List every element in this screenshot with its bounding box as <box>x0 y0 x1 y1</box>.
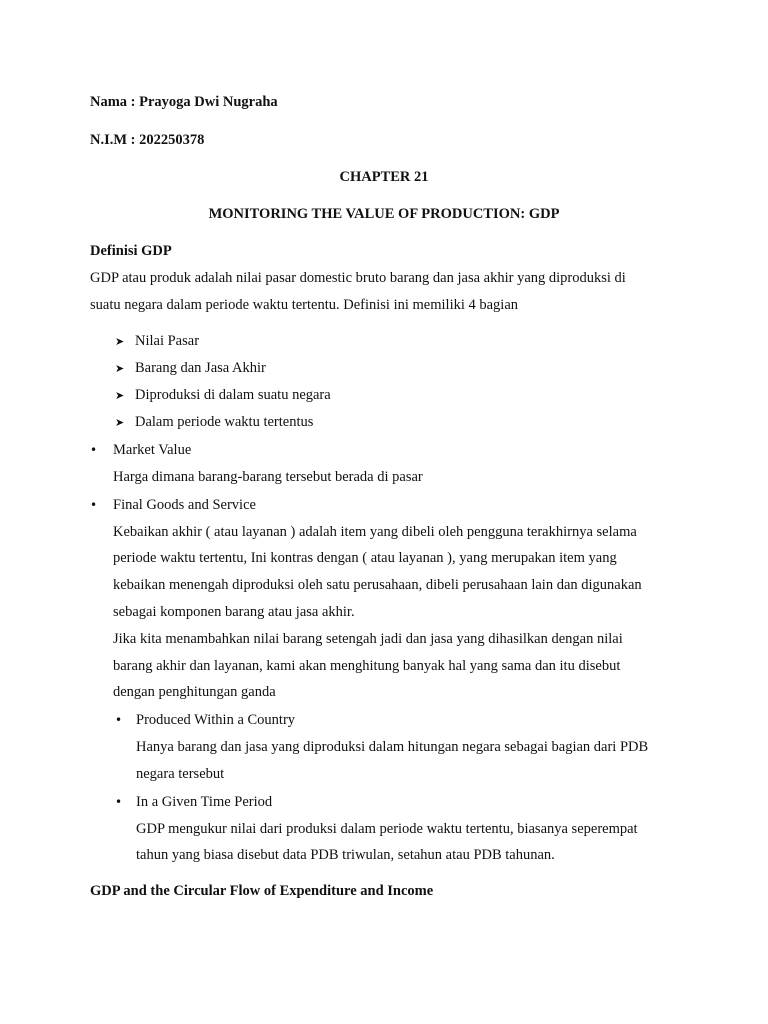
market-value-item: • Market Value <box>90 442 192 458</box>
time-period-text: tahun yang biasa disebut data PDB triwulan, setahun atau PDB tahunan. <box>136 847 555 863</box>
chapter-title: MONITORING THE VALUE OF PRODUCTION: GDP <box>208 206 560 222</box>
final-goods-text: Jika kita menambahkan nilai barang setengah jadi dan jasa yang dihasilkan dengan nilai <box>113 631 623 647</box>
market-value-text: Harga dimana barang-barang tersebut berada di pasar <box>113 469 423 485</box>
definition-part: ➤ Diproduksi di dalam suatu negara <box>115 387 331 403</box>
produced-within-item: • Produced Within a Country <box>115 712 296 728</box>
final-goods-text: dengan penghitungan ganda <box>113 684 276 700</box>
final-goods-text: Kebaikan akhir ( atau layanan ) adalah item yang dibeli oleh pengguna terakhirnya selama <box>113 524 637 540</box>
final-goods-text: periode waktu tertentu, Ini kontras dengan ( atau layanan ), yang merupakan item yang <box>113 550 617 566</box>
chapter-number: CHAPTER 21 <box>339 169 429 185</box>
final-goods-text: sebagai komponen barang atau jasa akhir. <box>113 604 355 620</box>
produced-within-text: Hanya barang dan jasa yang diproduksi dalam hitungan negara sebagai bagian dari PDB <box>136 739 649 755</box>
arrow-bullet-icon: ➤ <box>115 416 125 429</box>
time-period-item: • In a Given Time Period <box>115 794 273 810</box>
bullet-icon: • <box>90 443 98 457</box>
definition-part: ➤ Dalam periode waktu tertentus <box>115 414 314 430</box>
student-name: Nama : Prayoga Dwi Nugraha <box>90 94 278 110</box>
bullet-icon: • <box>115 795 123 809</box>
definition-part: ➤ Nilai Pasar <box>115 333 200 349</box>
definition-heading: Definisi GDP <box>90 243 172 259</box>
bullet-icon: • <box>115 713 123 727</box>
student-nim: N.I.M : 202250378 <box>90 132 205 148</box>
definition-line: GDP atau produk adalah nilai pasar domestic bruto barang dan jasa akhir yang diproduksi di <box>90 270 626 286</box>
final-goods-item: • Final Goods and Service <box>90 497 256 513</box>
definition-line: suatu negara dalam periode waktu tertentu. Definisi ini memiliki 4 bagian <box>90 297 519 313</box>
final-goods-text: barang akhir dan layanan, kami akan menghitung banyak hal yang sama dan itu disebut <box>113 658 621 674</box>
produced-within-text: negara tersebut <box>136 766 225 782</box>
arrow-bullet-icon: ➤ <box>115 362 125 375</box>
time-period-text: GDP mengukur nilai dari produksi dalam periode waktu tertentu, biasanya seperempat <box>136 821 638 837</box>
arrow-bullet-icon: ➤ <box>115 389 125 402</box>
final-goods-text: kebaikan menengah diproduksi oleh satu perusahaan, dibeli perusahaan lain dan digunakan <box>113 577 642 593</box>
definition-part: ➤ Barang dan Jasa Akhir <box>115 360 266 376</box>
section-heading: GDP and the Circular Flow of Expenditure and Income <box>90 883 434 899</box>
bullet-icon: • <box>90 498 98 512</box>
arrow-bullet-icon: ➤ <box>115 335 125 348</box>
